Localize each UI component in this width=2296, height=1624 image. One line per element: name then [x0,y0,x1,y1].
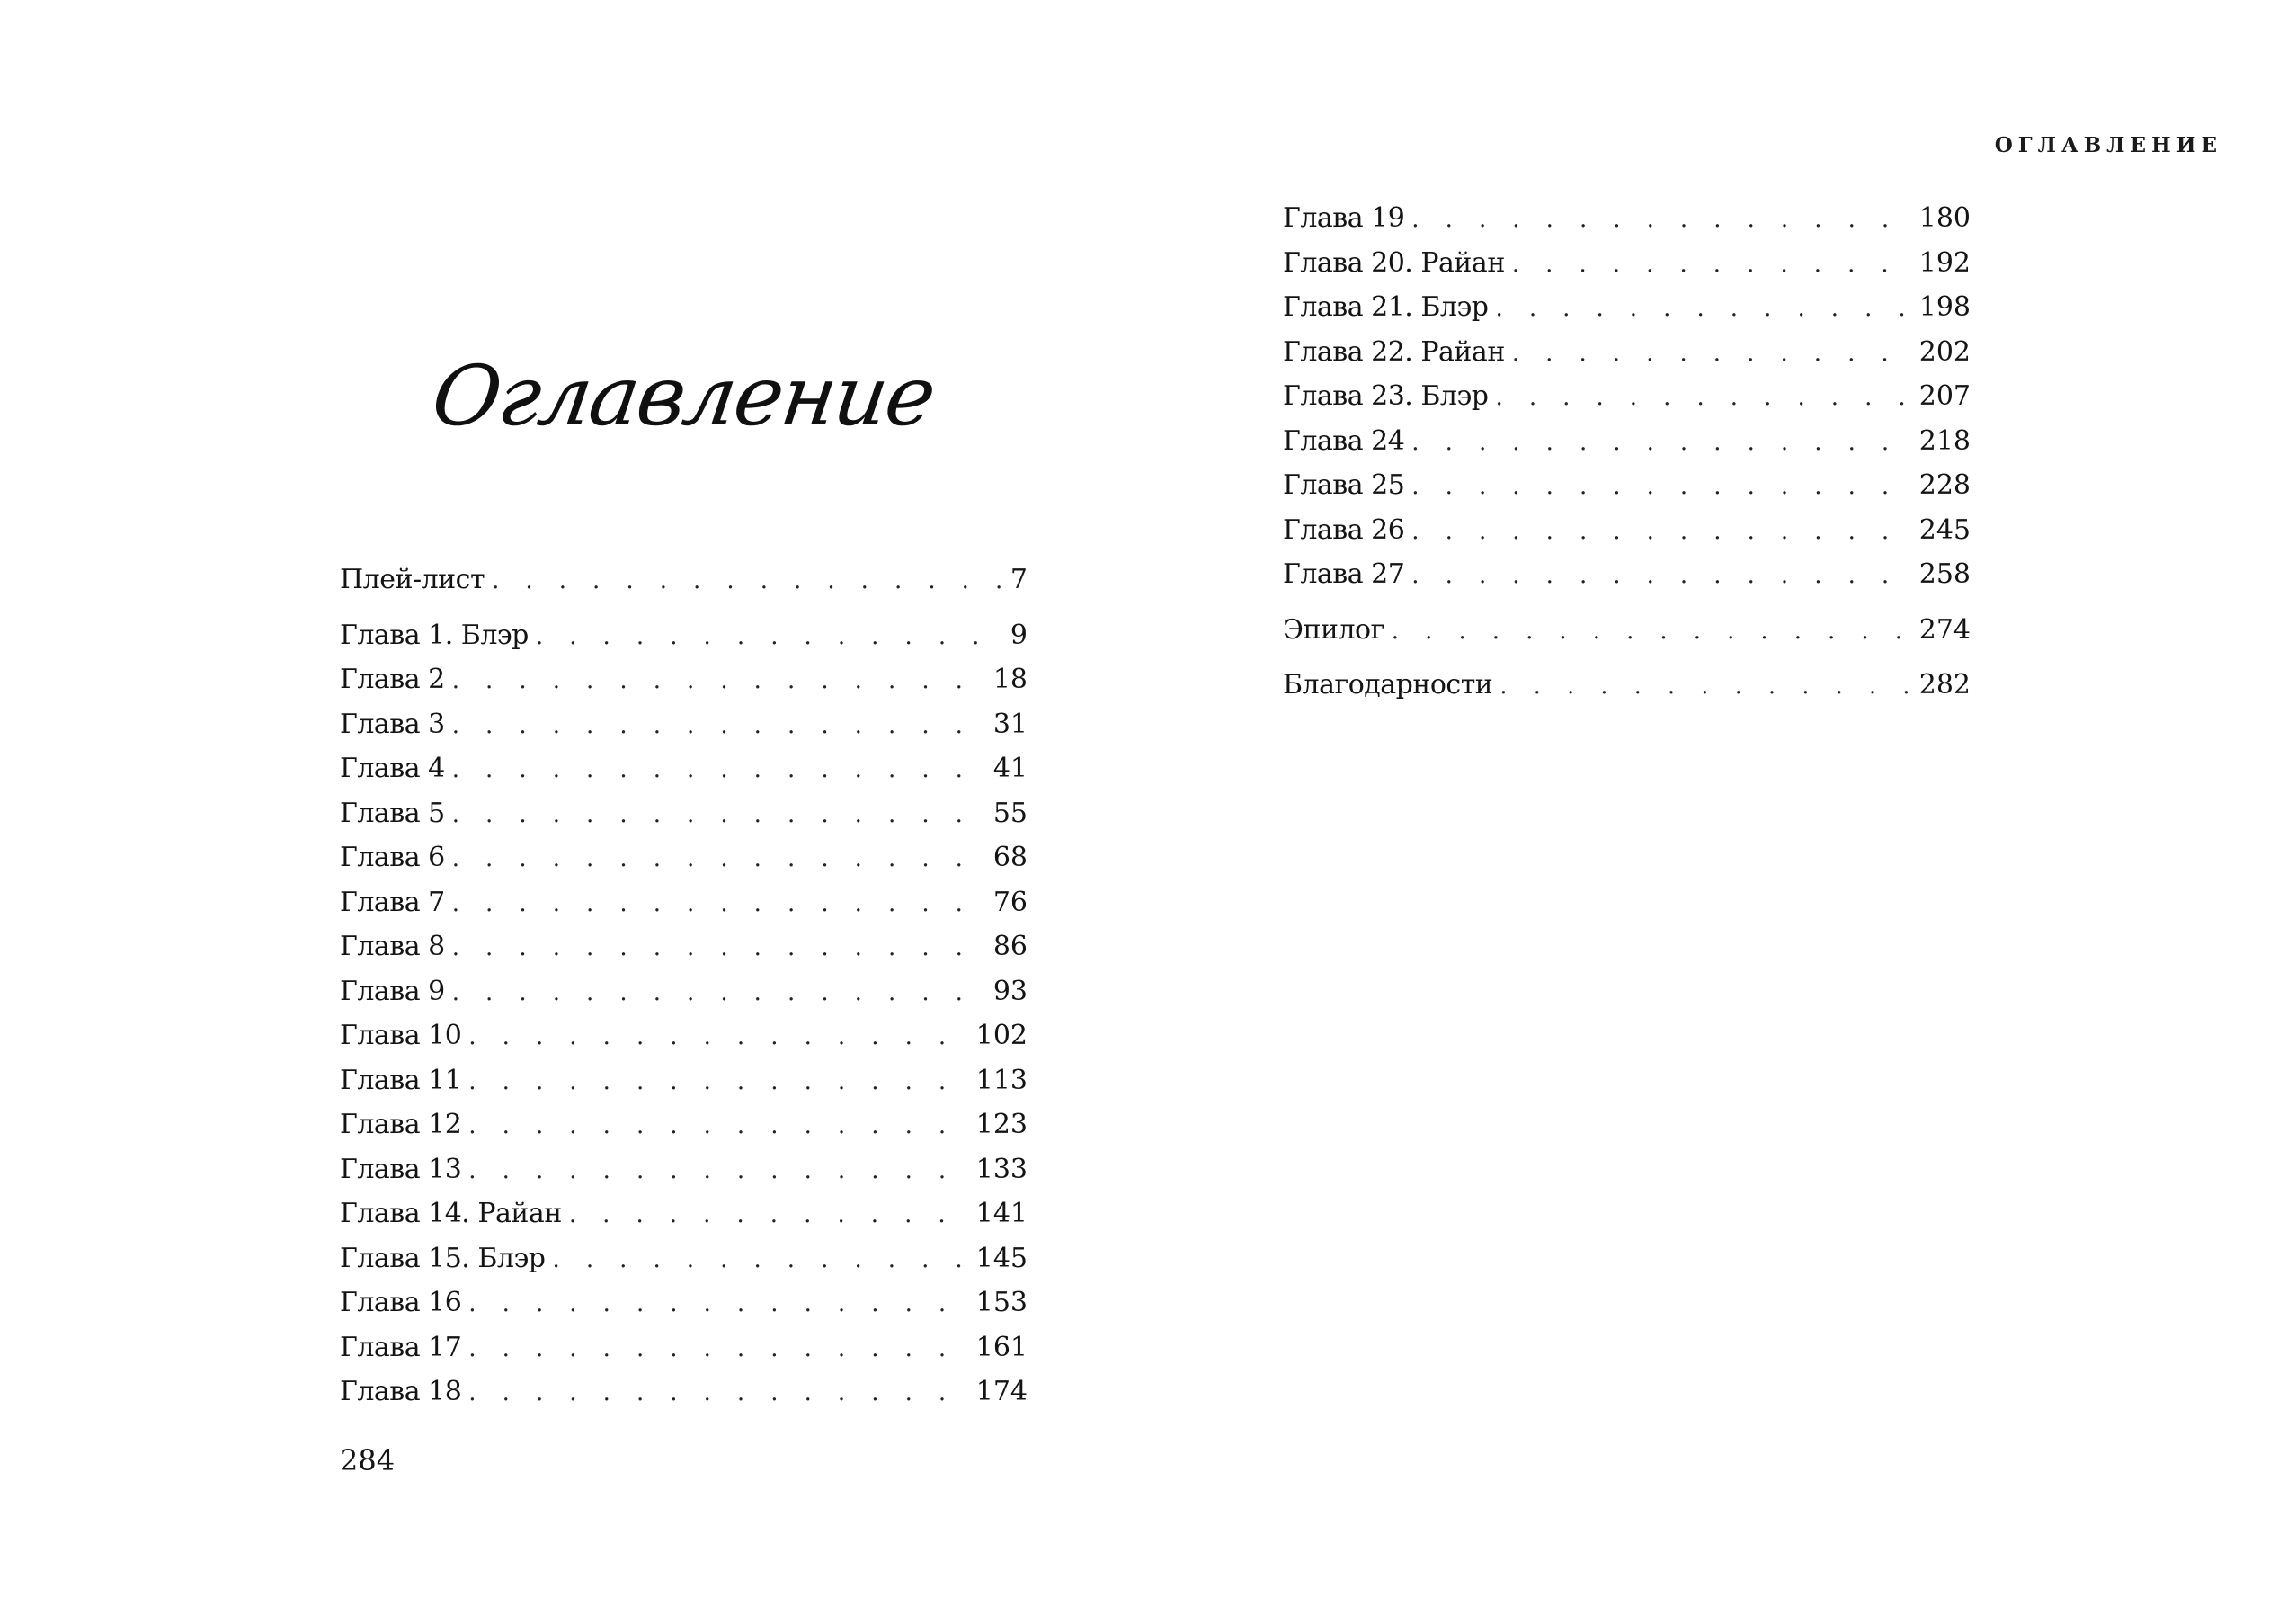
toc-entry-page: 180 [1918,202,1971,234]
toc-entry-title: Глава 18 [340,1376,462,1407]
toc-entry-title: Глава 23. Блэр [1283,380,1489,412]
dot-leader [452,748,990,791]
toc-entry-page: 174 [975,1376,1028,1407]
dot-leader [468,1282,972,1325]
dot-leader [468,1104,972,1147]
dot-leader [1495,287,1915,330]
toc-entry[interactable] [1283,285,1971,330]
toc-entry[interactable] [340,1280,1028,1325]
toc-entry-title: Плей-лист [340,564,485,595]
toc-entry-page: 207 [1918,380,1971,412]
dot-leader [468,1327,972,1370]
toc-entry-page: 145 [975,1242,1028,1274]
toc-entry-page: 41 [992,753,1028,784]
toc-entry[interactable] [340,1102,1028,1147]
toc-entry-title: Глава 7 [340,886,445,918]
dot-leader [1411,554,1915,597]
toc-entry-title: Глава 20. Райан [1283,246,1505,279]
dot-leader [552,1238,972,1281]
dot-leader [1495,376,1915,419]
toc-entry-page: 55 [992,797,1028,829]
toc-entry-page: 198 [1918,291,1971,323]
running-head: ОГЛАВЛЕНИЕ [1994,133,2222,157]
toc-entry-page: 153 [975,1287,1028,1318]
dot-leader [452,837,990,880]
toc-entry-page: 258 [1918,558,1971,590]
toc-entry[interactable] [340,1236,1028,1281]
dot-leader [452,704,990,747]
toc-entry-title: Глава 14. Райан [340,1198,562,1229]
toc-entry[interactable] [340,1058,1028,1103]
toc-entry-title: Эпилог [1283,613,1384,646]
right-page [1148,0,2296,1624]
toc-entry-title: Глава 10 [340,1020,462,1051]
toc-entry-title: Глава 19 [1283,202,1405,234]
toc-entry-title: Глава 24 [1283,424,1405,457]
dot-leader [468,1015,972,1058]
dot-leader [569,1193,973,1236]
dot-leader [452,882,990,925]
page-title: Оглавление [426,348,940,444]
dot-leader [1411,465,1915,508]
toc-entry[interactable] [1283,463,1971,508]
toc-entry[interactable] [340,1013,1028,1058]
toc-entry-title: Глава 16 [340,1287,462,1318]
toc-entry-title: Глава 15. Блэр [340,1242,546,1274]
toc-entry-page: 161 [975,1331,1028,1363]
dot-leader [468,1371,972,1414]
dot-leader [1512,332,1916,375]
dot-leader [452,659,990,702]
toc-entry-page: 282 [1918,669,1971,700]
toc-entry-title: Глава 21. Блэр [1283,291,1489,323]
toc-entry[interactable] [1283,663,1971,708]
toc-entry[interactable] [340,558,1028,602]
toc-entry-title: Глава 17 [340,1331,462,1363]
toc-entry[interactable] [340,924,1028,969]
dot-leader [1500,665,1915,708]
toc-entry[interactable] [340,835,1028,880]
toc-entry[interactable] [1283,508,1971,553]
toc-entry-title: Глава 9 [340,975,445,1007]
toc-entry-page: 68 [992,842,1028,873]
toc-entry-title: Глава 2 [340,664,445,695]
toc-entry[interactable] [340,791,1028,836]
dot-leader [1392,610,1916,653]
toc-entry[interactable] [340,702,1028,747]
toc-entry[interactable] [340,657,1028,702]
toc-entry[interactable] [340,880,1028,925]
toc-entry[interactable] [1283,196,1971,241]
toc-list-right [1283,196,1971,708]
toc-entry[interactable] [1283,241,1971,286]
toc-entry-page: 228 [1918,469,1971,501]
toc-entry[interactable] [340,613,1028,658]
toc-entry-page: 133 [975,1153,1028,1185]
toc-entry-title: Глава 5 [340,797,445,829]
dot-leader [452,926,990,969]
toc-entry-page: 31 [992,708,1028,740]
toc-entry[interactable] [1283,374,1971,419]
dot-leader [452,971,990,1014]
dot-leader [1411,510,1915,553]
toc-entry-page: 274 [1918,613,1971,646]
toc-entry-title: Глава 4 [340,753,445,784]
toc-entry-page: 141 [975,1198,1028,1229]
toc-entry[interactable] [340,1325,1028,1370]
toc-entry-page: 9 [1010,619,1028,651]
toc-entry[interactable] [1283,608,1971,653]
toc-entry-title: Глава 13 [340,1153,462,1185]
toc-entry-page: 18 [992,664,1028,695]
toc-entry-page: 202 [1918,335,1971,368]
toc-entry-page: 86 [992,931,1028,962]
toc-list-left [340,558,1028,1414]
toc-entry-page: 113 [975,1064,1028,1096]
dot-leader [1411,198,1915,241]
toc-entry-page: 7 [1010,564,1028,595]
toc-entry-page: 245 [1918,513,1971,546]
toc-entry[interactable] [340,969,1028,1014]
toc-entry-title: Глава 8 [340,931,445,962]
toc-entry-page: 76 [992,886,1028,918]
toc-entry-title: Благодарности [1283,669,1493,700]
page-number: 284 [340,1443,396,1477]
dot-leader [1512,243,1916,286]
toc-entry-page: 123 [975,1109,1028,1140]
toc-entry-title: Глава 27 [1283,558,1405,590]
dot-leader [468,1149,972,1192]
toc-entry-title: Глава 3 [340,708,445,740]
toc-entry-title: Глава 1. Блэр [340,619,529,651]
toc-entry-page: 93 [992,975,1028,1007]
toc-entry[interactable] [1283,552,1971,597]
toc-entry-page: 192 [1918,246,1971,279]
dot-leader [1411,421,1915,464]
toc-entry-title: Глава 26 [1283,513,1405,546]
dot-leader [468,1060,972,1103]
toc-entry[interactable] [1283,330,1971,375]
toc-entry-title: Глава 22. Райан [1283,335,1505,368]
toc-entry[interactable] [340,746,1028,791]
dot-leader [452,793,990,836]
toc-entry-title: Глава 11 [340,1064,462,1096]
toc-entry[interactable] [340,1147,1028,1192]
toc-entry-title: Глава 25 [1283,469,1405,501]
dot-leader [492,559,1007,602]
toc-entry-page: 218 [1918,424,1971,457]
toc-entry-title: Глава 12 [340,1109,462,1140]
dot-leader [536,615,1007,658]
toc-entry[interactable] [1283,419,1971,464]
toc-entry[interactable] [340,1370,1028,1414]
toc-entry[interactable] [340,1191,1028,1236]
toc-entry-page: 102 [975,1020,1028,1051]
toc-entry-title: Глава 6 [340,842,445,873]
